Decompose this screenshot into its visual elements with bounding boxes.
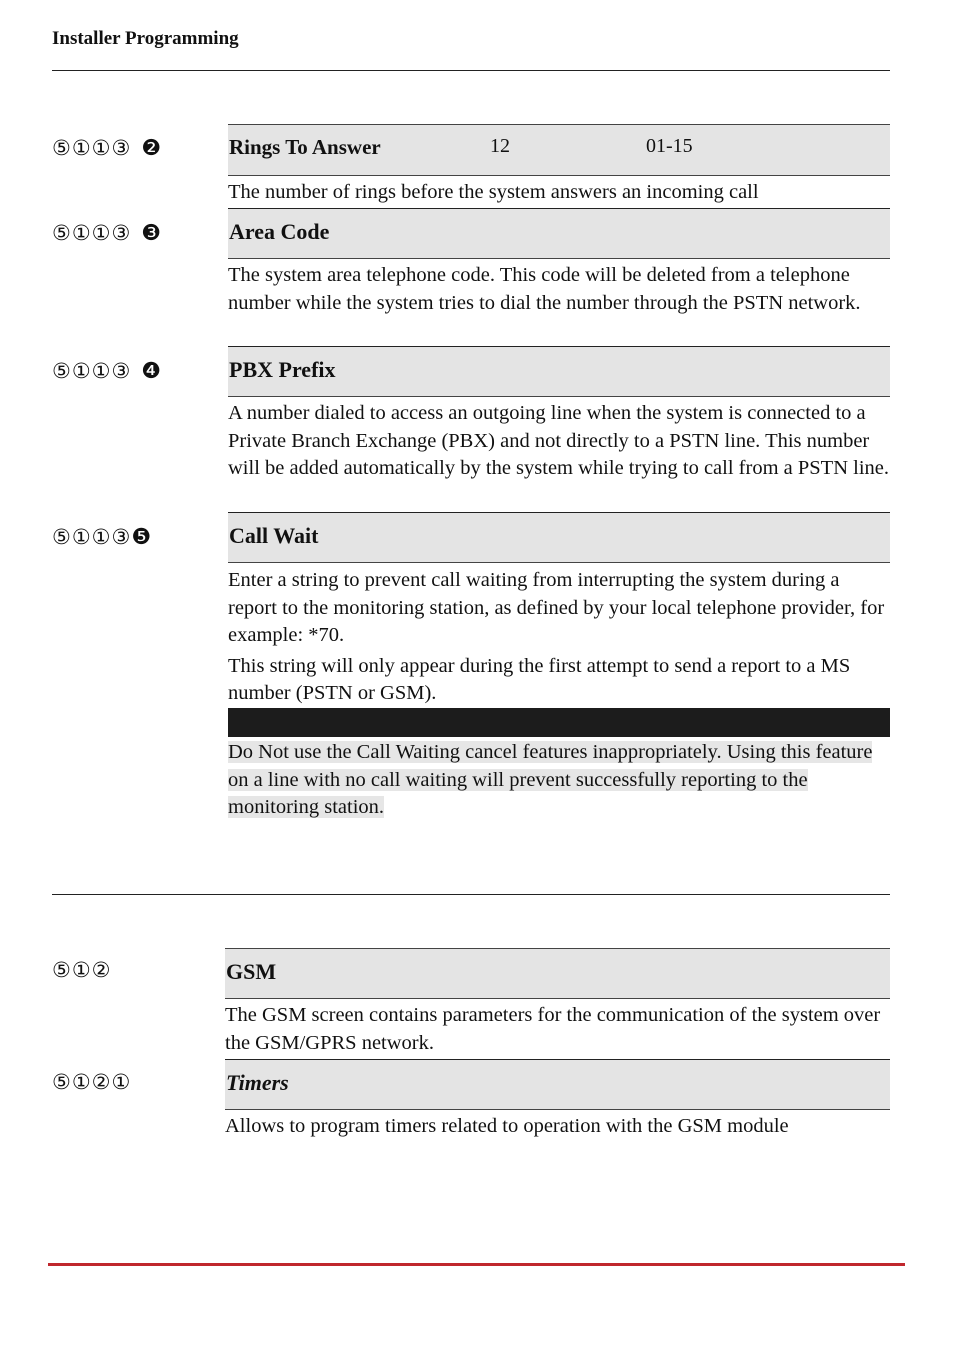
header-divider	[52, 70, 890, 71]
menu-code	[52, 958, 111, 982]
code-step: ❹	[141, 359, 163, 384]
note-header-bar	[228, 708, 890, 737]
parameter-description	[225, 1002, 890, 1057]
parameter-bar	[228, 124, 890, 176]
parameter-label: Timers	[226, 1070, 289, 1095]
header-title: Installer Programming	[52, 28, 239, 49]
section-divider	[52, 894, 890, 895]
description-paragraph: The GSM screen contains parameters for the communication of the system over the GSM/GPRS network.	[225, 1004, 881, 1054]
parameter-label: PBX Prefix	[229, 357, 336, 382]
code-digits: ⑤①①③	[52, 221, 132, 245]
default-value: 12	[490, 135, 510, 157]
parameter-bar	[228, 513, 890, 563]
footer-rule	[48, 1263, 905, 1266]
parameter-bar	[228, 209, 890, 259]
description-paragraph: This string will only appear during the first attempt to send a report to a MS number (PSTN or GSM).	[228, 654, 851, 704]
code-digits: ⑤①①③	[52, 525, 132, 549]
description-paragraph: Allows to program timers related to operation with the GSM module	[225, 1115, 789, 1137]
value-range: 01-15	[646, 135, 693, 157]
parameter-description	[228, 179, 890, 207]
parameter-label: Call Wait	[229, 523, 319, 548]
parameter-bar	[225, 1060, 890, 1110]
code-step: ❺	[131, 525, 153, 550]
note-highlight: Do Not use the Call Waiting cancel features inappropriately. Using this feature on a line with no call waiting will prevent successfully reporting to the monitoring station.	[228, 741, 873, 818]
parameter-label: Rings To Answer	[229, 135, 381, 159]
parameter-description	[228, 400, 890, 483]
parameter-label: Area Code	[229, 219, 330, 244]
parameter-description	[228, 262, 890, 317]
parameter-label: GSM	[226, 959, 277, 984]
menu-code	[52, 1070, 131, 1094]
description-paragraph: A number dialed to access an outgoing line when the system is connected to a Private Branch Exchange (PBX) and not directly to a PSTN line. This number will be added automatically by the system while trying to call from a PSTN line.	[228, 402, 889, 479]
menu-code	[52, 136, 162, 161]
parameter-bar	[228, 347, 890, 397]
menu-code	[52, 525, 152, 550]
parameter-bar	[225, 948, 890, 999]
description-paragraph: The number of rings before the system answers an incoming call	[228, 181, 759, 203]
code-step: ❸	[141, 221, 163, 246]
code-digits: ⑤①②	[52, 958, 112, 982]
menu-code	[52, 359, 162, 384]
note-text	[228, 739, 890, 822]
code-digits: ⑤①①③	[52, 359, 132, 383]
parameter-description	[228, 567, 890, 708]
code-digits: ⑤①①③	[52, 136, 132, 160]
code-digits: ⑤①②①	[52, 1070, 132, 1094]
menu-code	[52, 221, 162, 246]
code-step: ❷	[141, 136, 163, 161]
parameter-description	[225, 1113, 890, 1141]
description-paragraph: The system area telephone code. This code will be deleted from a telephone number while the system tries to dial the number through the PSTN network.	[228, 264, 861, 314]
description-paragraph: Enter a string to prevent call waiting from interrupting the system during a report to the monitoring station, as defined by your local telephone provider, for example: *70.	[228, 569, 885, 646]
